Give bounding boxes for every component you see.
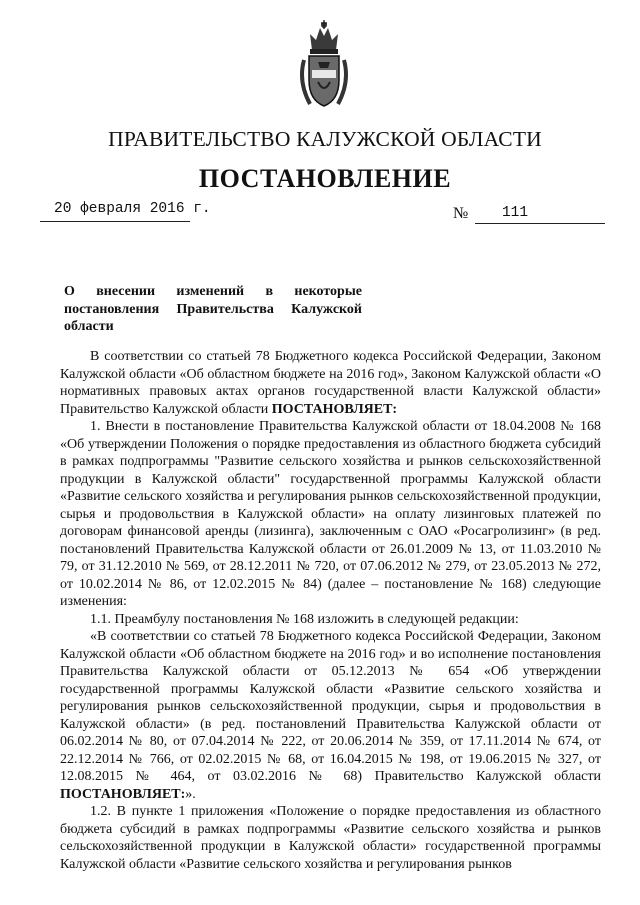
subject-word: в (265, 284, 274, 299)
subject-word: Правительства (176, 301, 274, 317)
subject-word: внесении (96, 284, 156, 299)
subject-word: Калужской (291, 301, 362, 317)
kaluga-coat-of-arms-icon (296, 20, 352, 112)
quote-close: ». (185, 786, 196, 802)
subject-line (64, 283, 362, 301)
subject-word: некоторые (294, 284, 362, 299)
subject-word: О (64, 284, 75, 299)
item-1-1-paragraph: 1.1. Преамбулу постановления № 168 изложить в следующей редакции: (90, 611, 519, 627)
government-title: ПРАВИТЕЛЬСТВО КАЛУЖСКОЙ ОБЛАСТИ (108, 127, 542, 151)
preamble-decree: ПОСТАНОВЛЯЕТ: (271, 401, 398, 417)
document-type: ПОСТАНОВЛЕНИЕ (198, 164, 452, 193)
subject-word: изменений (176, 284, 245, 299)
document-body (60, 348, 601, 873)
preamble-paragraph (60, 348, 601, 418)
number-sign: № (453, 205, 469, 222)
subject-heading (64, 283, 362, 336)
quoted-preamble-decree: ПОСТАНОВЛЯЕТ: (60, 786, 186, 802)
document-number: 111 (501, 205, 529, 221)
subject-line: области (64, 319, 114, 334)
subject-word: постановления (64, 301, 160, 317)
item-1-2-paragraph: 1.2. В пункте 1 приложения «Положение о порядке предоставления из областного бюджета субсидий в рамках подпрограммы «Развитие сельского хозяйства и рынков сельскохозяйственной продукции в Калужской области» государственной программы Калужской области «Развитие сельского хозяйства и регулирования рынков (60, 804, 601, 872)
preamble-text: В соответствии со статьей 78 Бюджетного кодекса Российской Федерации, Законом Калужской области «Об областном бюджете на 2016 год», Законом Калужской области «О нормативных правовых актах органов государственной власти Калужской области» Правительство Калужской области (60, 349, 601, 417)
quoted-preamble-paragraph (60, 628, 601, 803)
document-date: 20 февраля 2016 г. (54, 201, 211, 217)
item-1-paragraph: 1. Внести в постановление Правительства Калужской области от 18.04.2008 № 168 «Об утверждении Положения о порядке предоставления из областного бюджета субсидий в рамках подпрограммы "Развитие сельского хозяйства и рынков сельскохозяйственной продукции в Калужской области" государственной программы Калужской области «Развитие сельского хозяйства и регулирования рынков сельскохозяйственной продукции, сырья и продовольствия в Калужской области» на оплату лизинговых платежей по договорам финансовой аренды (лизинга), заключенным с ОАО «Росагролизинг» (в ред. постановлений Правительства Калужской области от 26.01.2009 № 13, от 11.03.2010 № 79, от 31.12.2010 № 569, от 28.12.2011 № 720, от 07.06.2012 № 279, от 23.05.2013 № 272, от 10.02.2014 № 86, от 12.02.2015 № 84) (далее – постановление № 168) следующие изменения: (60, 419, 601, 609)
subject-line (64, 301, 362, 319)
quoted-preamble-text: «В соответствии со статьей 78 Бюджетного кодекса Российской Федерации, Законом Калужской области «Об областном бюджете на 2016 год» и во исполнение постановления Правительства Калужской области от 05.12.2013 № 654 «Об утверждении государственной программы Калужской области «Развитие сельского хозяйства и регулирования рынков сельскохозяйственной продукции, сырья и продовольствия в Калужской области» (в ред. постановлений Правительства Калужской области от 06.02.2014 № 80, от 07.04.2014 № 222, от 20.06.2014 № 359, от 17.11.2014 № 674, от 22.12.2014 № 766, от 02.02.2015 № 68, от 16.04.2015 № 198, от 19.06.2015 № 327, от 12.08.2015 № 464, от 03.02.2016 № 68) Правительство Калужской области (60, 629, 601, 784)
